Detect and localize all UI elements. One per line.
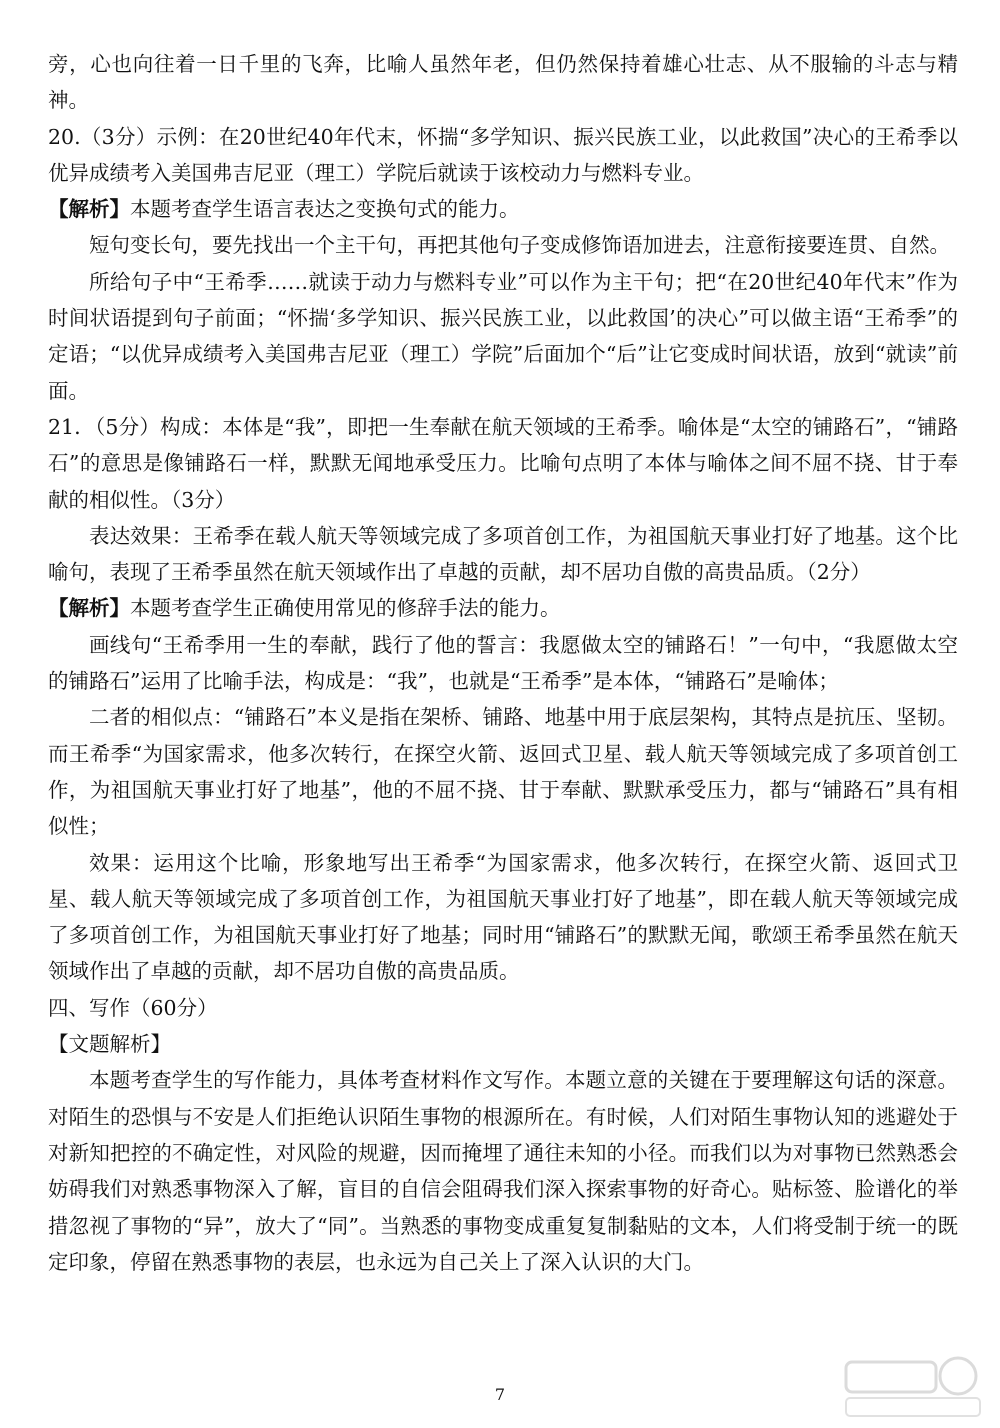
paragraph-text: 【文题解析】 [48,1032,171,1057]
topic-analysis-heading [48,1026,958,1062]
answer-21 [48,409,958,518]
paragraph-p14 [48,1062,958,1280]
answer-20 [48,119,958,192]
paragraph-text: 效果：运用这个比喻，形象地写出王希季“为国家需求，他多次转行，在探空火箭、返回式卫星、载人航天等领域完成了多项首创工作，为祖国航天事业打好了地基”，即在载人航天等领域完成了多项首创工作，为祖国航天事业打好了地基；同时用“铺路石”的默默无闻，歌颂王希季虽然在航天领域作出了卓越的贡献，却不居功自傲的高贵品质。 [48,850,958,984]
paragraph-text: 所给句子中“王希季……就读于动力与燃料专业”可以作为主干句；把“在20世纪40年代末”作为时间状语提到句子前面；“怀揣‘多学知识、振兴民族工业，以此救国’的决心”可以做主语“王希季”的定语；“以优异成绩考入美国弗吉尼亚（理工）学院”后面加个“后”让它变成时间状语，放到“就读”前面。 [48,269,958,403]
paragraph-p7 [48,518,958,591]
analysis-label: 【解析】 [48,596,130,621]
paragraph-text: 21．（5分）构成：本体是“我”，即把一生奉献在航天领域的王希季。喻体是“太空的铺路石”，“铺路石”的意思是像铺路石一样，默默无闻地承受压力。比喻句点明了本体与喻体之间不屈不挠、甘于奉献的相似性。（3分） [48,414,958,512]
paragraph-text: 短句变长句，要先找出一个主干句，再把其他句子变成修饰语加进去，注意衔接要连贯、自然。 [89,233,950,258]
paragraph-text: 表达效果：王希季在载人航天等领域完成了多项首创工作，为祖国航天事业打好了地基。这个比喻句，表现了王希季虽然在航天领域作出了卓越的贡献，却不居功自傲的高贵品质。（2分） [48,523,958,585]
paragraph-p1 [48,46,958,119]
paragraph-text: 画线句“王希季用一生的奉献，践行了他的誓言：我愿做太空的铺路石！”一句中，“我愿做太空的铺路石”运用了比喻手法，构成是：“我”，也就是“王希季”是本体，“铺路石”是喻体； [48,632,958,694]
paragraph-text: 旁，心也向往着一日千里的飞奔，比喻人虽然年老，但仍然保持着雄心壮志、从不服输的斗志与精神。 [48,52,958,113]
paragraph-p10 [48,699,958,844]
analysis-20 [48,191,958,227]
watermark-logo [838,1352,988,1422]
paragraph-text: 本题考查学生正确使用常见的修辞手法的能力。 [130,596,561,621]
paragraph-text: 本题考查学生语言表达之变换句式的能力。 [130,197,520,222]
paragraph-text: 本题考查学生的写作能力，具体考查材料作文写作。本题立意的关键在于要理解这句话的深意。对陌生的恐惧与不安是人们拒绝认识陌生事物的根源所在。有时候，人们对陌生事物认知的逃避处于对新知把控的不确定性，对风险的规避，因而掩埋了通往未知的小径。而我们以为对事物已然熟悉会妨碍我们对熟悉事物深入了解，盲目的自信会阻碍我们深入探索事物的好奇心。贴标签、脸谱化的举措忽视了事物的“异”，放大了“同”。当熟悉的事物变成重复复制黏贴的文本，人们将受制于统一的既定印象，停留在熟悉事物的表层，也永远为自己关上了深入认识的大门。 [48,1068,958,1274]
document-page [48,46,958,1280]
paragraph-text: 20.（3分）示例：在20世纪40年代末，怀揣“多学知识、振兴民族工业，以此救国”决心的王希季以优异成绩考入美国弗吉尼亚（理工）学院后就读于该校动力与燃料专业。 [48,124,958,185]
analysis-21 [48,590,958,626]
paragraph-p4 [48,227,958,263]
page-number: 7 [494,1385,506,1404]
paragraph-text: 二者的相似点：“铺路石”本义是指在架桥、铺路、地基中用于底层架构，其特点是抗压、坚韧。而王希季“为国家需求，他多次转行，在探空火箭、返回式卫星、载人航天等领域完成了多项首创工作，为祖国航天事业打好了地基”，他的不屈不挠、甘于奉献、默默承受压力，都与“铺路石”具有相似性； [48,705,958,839]
paragraph-text: 四、写作（60分） [48,995,218,1020]
paragraph-p11 [48,845,958,990]
section-heading-writing [48,990,958,1026]
paragraph-p9 [48,627,958,700]
analysis-label: 【解析】 [48,197,130,222]
paragraph-p5 [48,264,958,409]
